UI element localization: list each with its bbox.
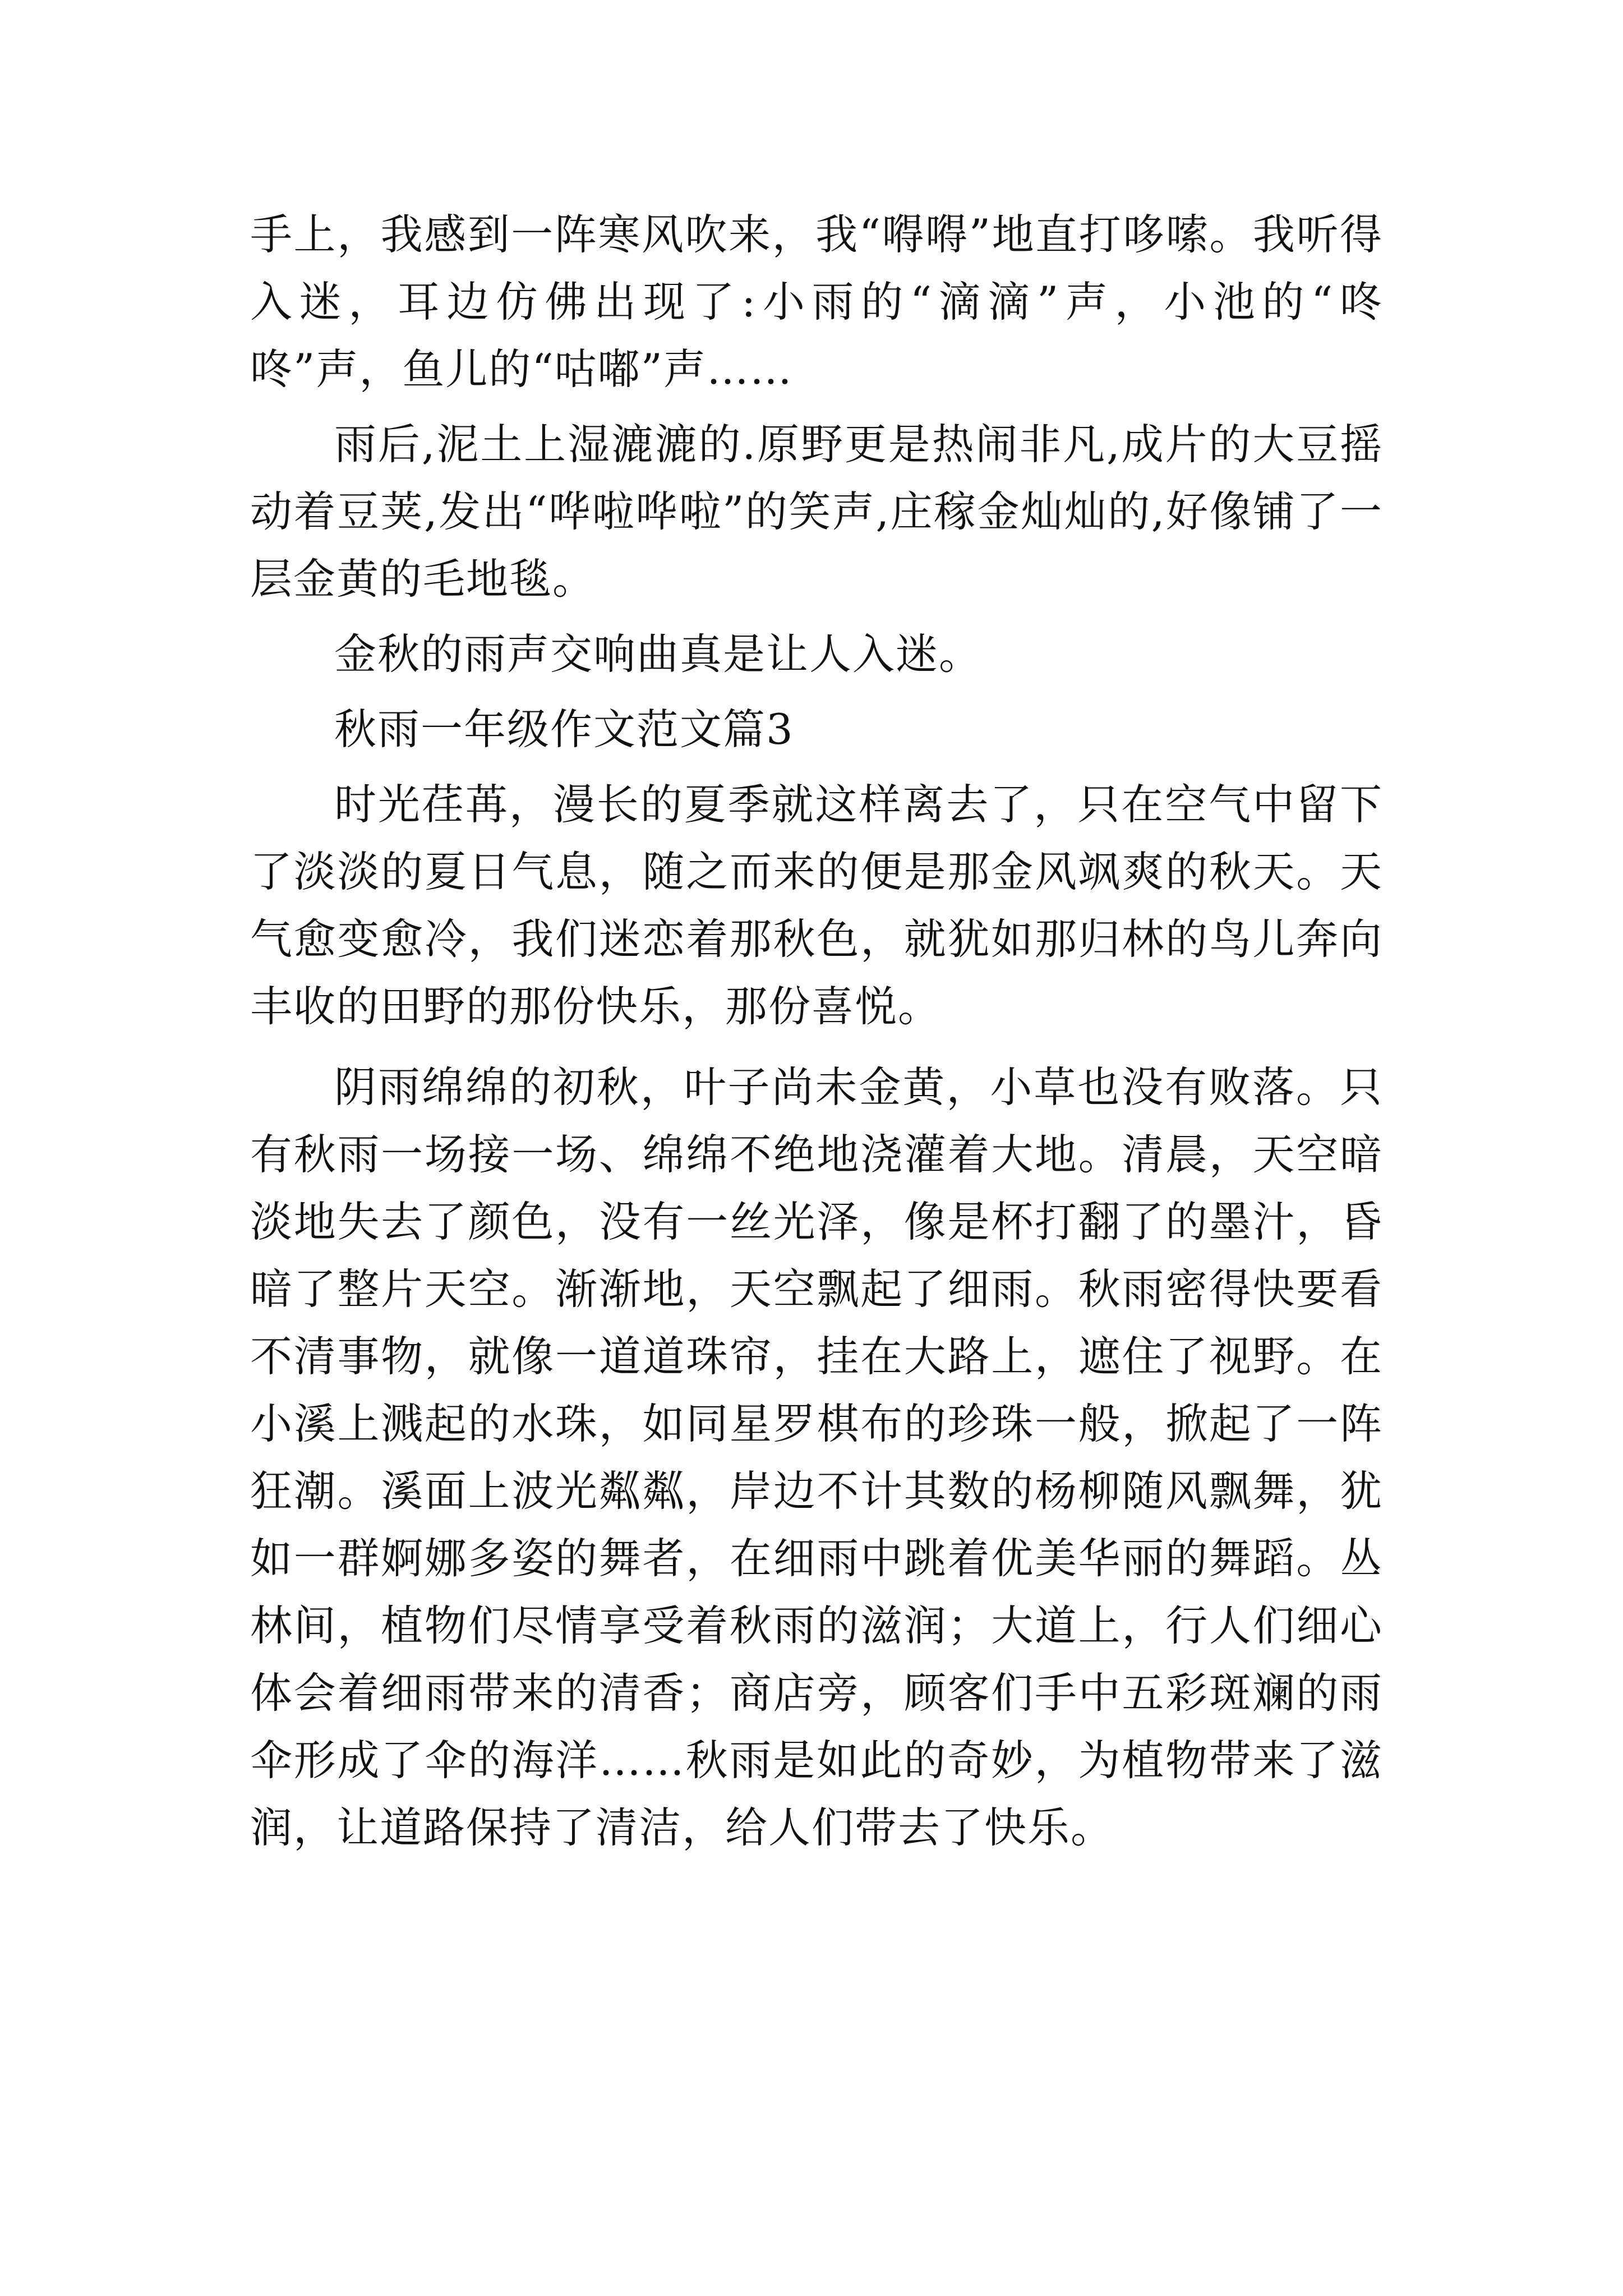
- paragraph-after-rain: 雨后,泥土上湿漉漉的.原野更是热闹非凡,成片的大豆摇动着豆荚,发出“哗啦哗啦”的笑声,庄稼金灿灿的,好像铺了一层金黄的毛地毯。: [250, 420, 1383, 604]
- paragraph-continuation: 手上，我感到一阵寒风吹来，我“嘚嘚”地直打哆嗦。我听得入迷，耳边仿佛出现了:小雨的“滴滴”声，小池的“咚咚”声，鱼儿的“咕嘟”声……: [250, 210, 1383, 394]
- paragraph-symphony: 金秋的雨声交响曲真是让人入迷。: [334, 629, 983, 679]
- document-body: [250, 201, 1383, 1861]
- section-heading: 秋雨一年级作文范文篇3: [334, 705, 794, 754]
- paragraph-time-passes: 时光荏苒，漫长的夏季就这样离去了，只在空气中留下了淡淡的夏日气息，随之而来的便是那金风飒爽的秋天。天气愈变愈冷，我们迷恋着那秋色，就犹如那归林的鸟儿奔向丰收的田野的那份快乐，那份喜悦。: [250, 780, 1383, 1031]
- paragraph-early-autumn: 阴雨绵绵的初秋，叶子尚未金黄，小草也没有败落。只有秋雨一场接一场、绵绵不绝地浇灌着大地。清晨，天空暗淡地失去了颜色，没有一丝光泽，像是杯打翻了的墨汁，昏暗了整片天空。渐渐地，天空飘起了细雨。秋雨密得快要看不清事物，就像一道道珠帘，挂在大路上，遮住了视野。在小溪上溅起的水珠，如同星罗棋布的珍珠一般，掀起了一阵狂潮。溪面上波光粼粼，岸边不计其数的杨柳随风飘舞，犹如一群婀娜多姿的舞者，在细雨中跳着优美华丽的舞蹈。丛林间，植物们尽情享受着秋雨的滋润；大道上，行人们细心体会着细雨带来的清香；商店旁，顾客们手中五彩斑斓的雨伞形成了伞的海洋……秋雨是如此的奇妙，为植物带来了滋润，让道路保持了清洁，给人们带去了快乐。: [250, 1062, 1383, 1852]
